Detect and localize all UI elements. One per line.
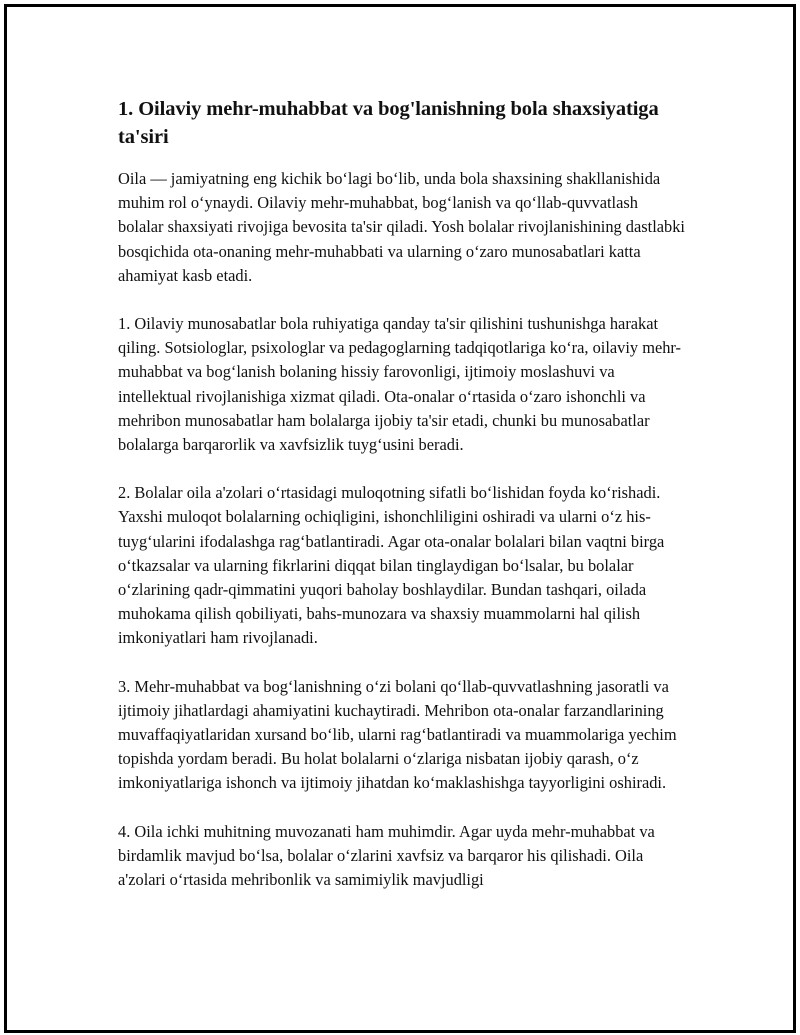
paragraph-1: 1. Oilaviy munosabatlar bola ruhiyatiga qanday ta'sir qilishini tushunishga harakat qiling. Sotsiologlar, psixologlar va pedagoglarning tadqiqotlariga koʻra, oilaviy mehr-muhabbat va bogʻlanish bolaning hissiy farovonligi, ijtimoiy moslashuvi va intellektual rivojlanishiga xizmat qiladi. Ota-onalar oʻrtasida oʻzaro ishonchli va mehribon munosabatlar ham bolalarga ijobiy ta'sir etadi, chunki bu munosabatlar bolalarga barqarorlik va xavfsizlik tuygʻusini beradi. [118, 314, 682, 455]
paragraph-2: 2. Bolalar oila a'zolari oʻrtasidagi muloqotning sifatli boʻlishidan foyda koʻrishadi. Yaxshi muloqot bolalarning ochiqligini, ishonchliligini oshiradi va ularni oʻz his-tuygʻularini ifodalashga ragʻbatlantiradi. Agar ota-onalar bolalari bilan vaqtni birga oʻtkazsalar va ularning fikrlarini diqqat bilan tinglaydigan boʻlsalar, bu bolalar oʻzlarining qadr-qimmatini yuqori baholay boshlaydilar. Bundan tashqari, oilada muhokama qilish qobiliyati, bahs-munozara va shaxsiy muammolarni hal qilish imkoniyatlari ham rivojlanadi. [118, 483, 665, 648]
paragraph-4: 4. Oila ichki muhitning muvozanati ham muhimdir. Agar uyda mehr-muhabbat va birdamlik mavjud boʻlsa, bolalar oʻzlarini xavfsiz va barqaror his qilishadi. Oila a'zolari oʻrtasida mehribonlik va samimiylik mavjudligi [118, 821, 655, 890]
document-title: 1. Oilaviy mehr-muhabbat va bog'lanishning bola shaxsiyatiga ta'siri [118, 98, 659, 148]
paragraph-3: 3. Mehr-muhabbat va bogʻlanishning oʻzi bolani qoʻllab-quvvatlashning jasoratli va ijtimoiy jihatlardagi ahamiyatini kuchaytiradi. Mehribon ota-onalar farzandlarining muvaffaqiyatlaridan xursand boʻlib, ularni ragʻbatlantiradi va muammolariga yechim topishda yordam beradi. Bu holat bolalarni oʻzlariga nisbatan ijobiy qarash, oʻz imkoniyatlariga ishonch va ijtimoiy jihatdan koʻmaklashishga tayyorligini oshiradi. [118, 676, 677, 793]
document-body [118, 95, 686, 916]
intro-paragraph: Oila — jamiyatning eng kichik boʻlagi boʻlib, unda bola shaxsining shakllanishida muhim rol oʻynaydi. Oilaviy mehr-muhabbat, bogʻlanish va qoʻllab-quvvatlash bolalar shaxsiyati rivojiga bevosita ta'sir qiladi. Yosh bolalar rivojlanishining dastlabki bosqichida ota-onaning mehr-muhabbati va ularning oʻzaro munosabatlari katta ahamiyat kasb etadi. [118, 169, 685, 285]
